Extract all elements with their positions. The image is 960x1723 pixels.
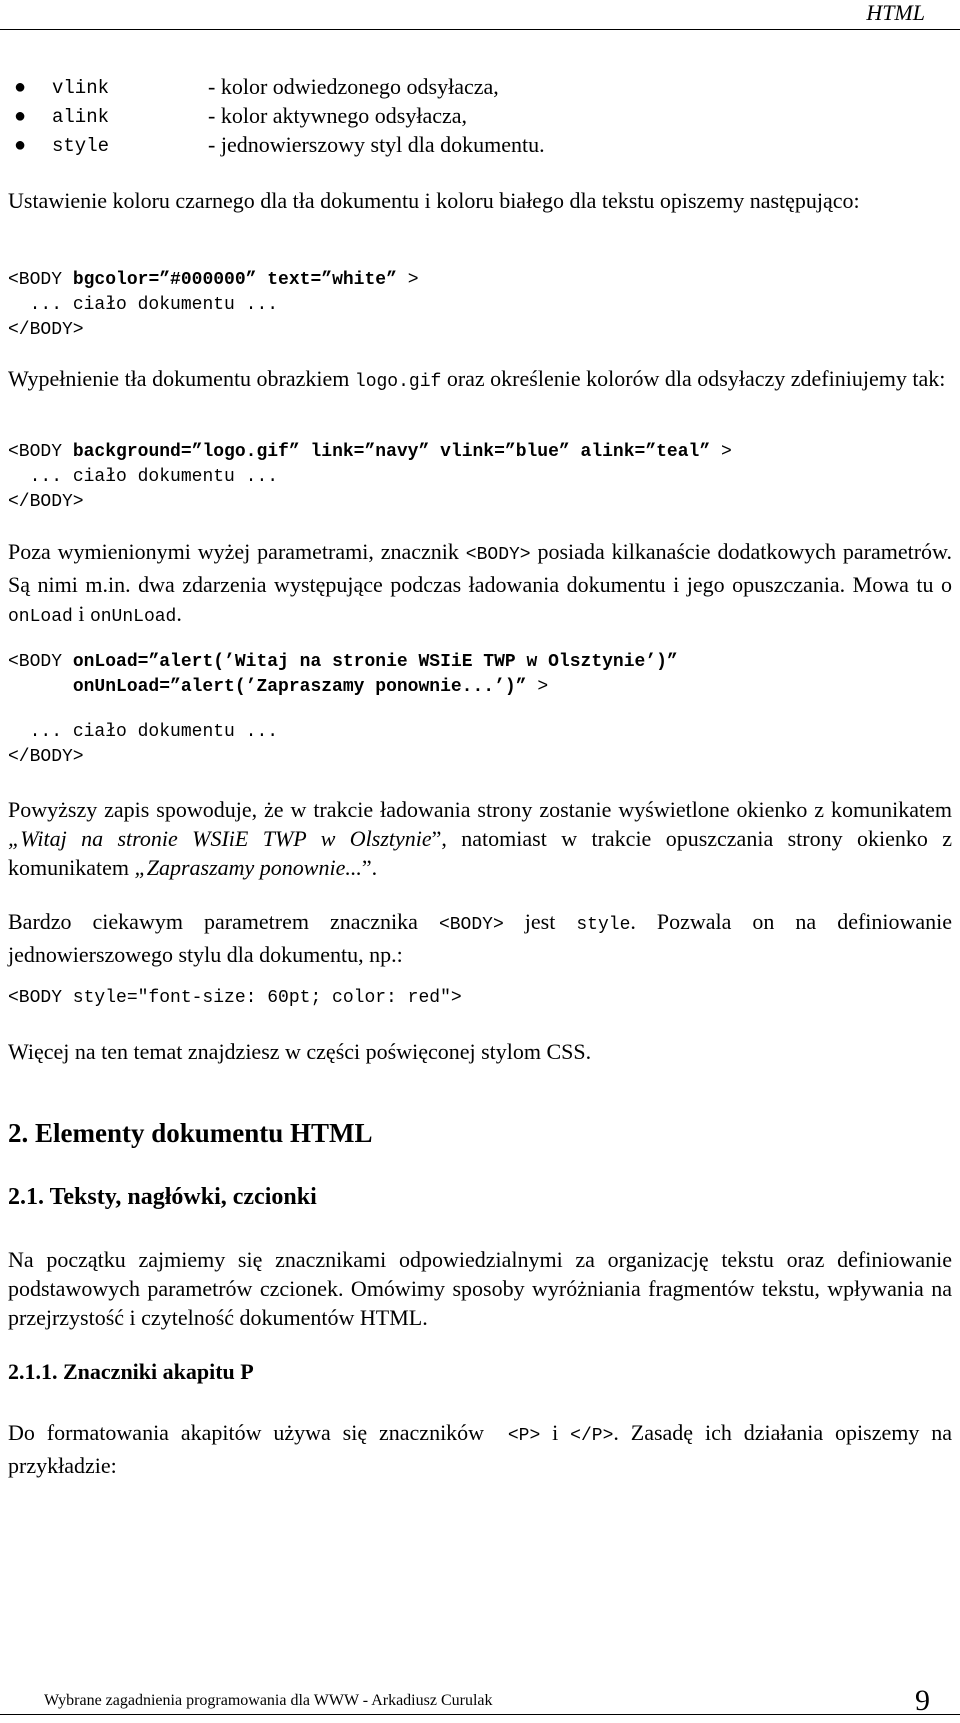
bullet-icon: ●: [14, 134, 27, 156]
paragraph: Ustawienie koloru czarnego dla tła dokumentu i koloru białego dla tekstu opiszemy następująco:: [8, 188, 860, 213]
header-title: HTML: [866, 0, 925, 25]
code-body: ... ciało dokumentu ...: [29, 295, 279, 315]
code-attrs: onLoad=”alert(’Witaj na stronie WSIiE TWP w Olsztynie’)”: [72, 652, 678, 672]
italic-text: „Zapraszamy ponownie...: [134, 855, 362, 880]
inline-code: <P>: [507, 1426, 541, 1446]
text: i: [552, 1420, 559, 1445]
code-tag-close: >: [537, 677, 549, 697]
code-attrs: bgcolor=”#000000” text=”white”: [72, 270, 397, 290]
text: Do formatowania akapitów używa się znaczników: [8, 1420, 485, 1445]
heading-2: 2. Elementy dokumentu HTML: [8, 1118, 373, 1148]
code-tag: <BODY: [8, 442, 63, 462]
text: Bardzo ciekawym parametrem znacznika: [8, 909, 418, 934]
paragraph: [8, 364, 952, 397]
inline-code: <BODY>: [465, 545, 531, 565]
code-tag-close: >: [407, 270, 419, 290]
code-line: [8, 270, 419, 290]
attr-desc: - kolor aktywnego odsyłacza,: [208, 103, 468, 128]
code-line: </BODY>: [8, 492, 84, 512]
text: ”.: [361, 855, 378, 880]
code-body: ... ciało dokumentu ...: [29, 467, 279, 487]
code-line: [8, 722, 278, 742]
text: Powyższy zapis spowoduje, że w trakcie ładowania strony zostanie wyświetlone okienko z komunikatem: [8, 797, 952, 822]
code-tag: <BODY: [8, 270, 63, 290]
attr-desc: - kolor odwiedzonego odsyłacza,: [208, 74, 499, 99]
paragraph: Na początku zajmiemy się znacznikami odpowiedzialnymi za organizację tekstu oraz definiowanie podstawowych parametrów czcionek. Omówimy sposoby wyróżniania fragmentów tekstu, wpływania na przejrzystość i czytelność dokumentów HTML.: [8, 1247, 952, 1330]
inline-code: </P>: [570, 1426, 614, 1446]
inline-code: logo.gif: [354, 372, 442, 392]
paragraph: [8, 795, 952, 882]
attr-desc: - jednowierszowy styl dla dokumentu.: [208, 132, 545, 157]
text: Wypełnienie tła dokumentu obrazkiem: [8, 366, 350, 391]
paragraph: [8, 537, 952, 632]
bullet-icon: ●: [14, 105, 27, 127]
inline-code: <BODY>: [438, 915, 504, 935]
header-rule: [0, 29, 960, 30]
text: i: [78, 601, 85, 626]
code-line: [8, 652, 678, 672]
footer-text: Wybrane zagadnienia programowania dla WWW - Arkadiusz Curulak: [44, 1692, 493, 1709]
paragraph: [8, 1418, 952, 1480]
code-line: [8, 467, 278, 487]
text: .: [176, 601, 182, 626]
code-line: </BODY>: [8, 320, 84, 340]
code-body: ... ciało dokumentu ...: [29, 722, 279, 742]
text: Poza wymienionymi wyżej parametrami, znacznik: [8, 539, 459, 564]
page-header: [0, 0, 960, 30]
code-tag-close: >: [720, 442, 732, 462]
code-line: [8, 442, 732, 462]
heading-2-1: 2.1. Teksty, nagłówki, czcionki: [8, 1184, 317, 1210]
paragraph: [8, 907, 952, 969]
inline-code: onUnLoad: [89, 607, 177, 627]
code-line: <BODY style="font-size: 60pt; color: red">: [8, 988, 462, 1008]
inline-code: style: [576, 915, 631, 935]
attr-name: vlink: [52, 77, 110, 99]
text: posiada kilkanaście dodatkowych parametrów. Są nimi m.in. dwa zdarzenia występujące podczas ładowania dokumentu i jego opuszczania. Mowa tu o: [8, 539, 952, 597]
code-attrs: background=”logo.gif” link=”navy” vlink=”blue” alink=”teal”: [72, 442, 711, 462]
code-line: [8, 295, 278, 315]
code-attrs: onUnLoad=”alert(’Zapraszamy ponownie...’)”: [72, 677, 527, 697]
footer-rule: [0, 1714, 960, 1715]
bullet-icon: ●: [14, 76, 27, 98]
paragraph: Więcej na ten temat znajdziesz w części poświęconej stylom CSS.: [8, 1039, 592, 1064]
italic-text: „Witaj na stronie WSIiE TWP w Olsztynie: [8, 826, 432, 851]
inline-code: onLoad: [8, 607, 73, 627]
heading-2-1-1: 2.1.1. Znaczniki akapitu P: [8, 1359, 254, 1384]
attr-name: alink: [52, 106, 110, 128]
text: jest: [524, 909, 556, 934]
code-line: </BODY>: [8, 747, 84, 767]
text: oraz określenie kolorów dla odsyłaczy zdefiniujemy tak:: [446, 366, 946, 391]
attr-name: style: [52, 135, 110, 157]
page-number: 9: [915, 1684, 930, 1717]
text: . Zasadę ich działania opiszemy na przykładzie:: [8, 1420, 952, 1478]
code-line: [8, 677, 548, 697]
text: ”, natomiast w trakcie opuszczania strony okienko z komunikatem: [8, 826, 952, 880]
code-tag: <BODY: [8, 652, 63, 672]
text: . Pozwala on na definiowanie jednowierszowego stylu dla dokumentu, np.:: [8, 909, 953, 967]
